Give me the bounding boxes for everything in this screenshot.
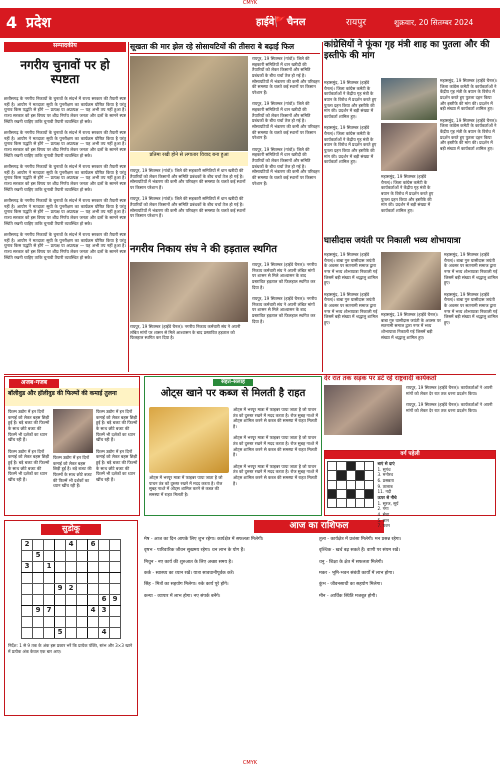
- lead-photo: [130, 56, 248, 151]
- health-body-b: ओट्स में भरपूर मात्रा में फाइबर पाया जाता है जो पाचन तंत्र को दुरुस्त रखने में मदद करता है। रोज सुबह नाश्ते में ओट्स शामिल करने से कब्ज की समस्या में राहत मिलती है। ओट्स में भरपूर मात्रा में फाइबर पाया जाता है जो पाचन तंत्र को दुरुस्त रखने में मदद करता है। रोज सुबह नाश्ते में ओट्स शामिल करने से कब्ज की समस्या में राहत मिलती है। ओट्स में भरपूर मात्रा में फाइबर पाया जाता है जो पाचन तंत्र को दुरुस्त रखने में मदद करता है। रोज सुबह नाश्ते में ओट्स शामिल करने से कब्ज की समस्या में राहत मिलती है।: [233, 407, 318, 486]
- sudoku-cell: [66, 562, 77, 573]
- shobhayatra-headline: घासीदास जयंती पर निकाली भव्य शोभायात्रा: [324, 236, 461, 246]
- issue-date: शुक्रवार, 20 सितम्बर 2024: [394, 17, 474, 27]
- sudoku-cell: 2: [22, 540, 33, 551]
- sudoku-cell: [77, 628, 88, 639]
- sudoku-cell: [110, 540, 121, 551]
- sudoku-cell: 9: [55, 584, 66, 595]
- crossword-row: [328, 489, 374, 498]
- sudoku-cell: [77, 562, 88, 573]
- strike-photo: [130, 262, 248, 322]
- lead-story: [130, 42, 320, 242]
- crossword-down: [377, 501, 451, 529]
- sudoku-cell: [77, 617, 88, 628]
- crossword-clue: 11. नदी: [377, 489, 392, 495]
- health-label: सेहत-सलाह: [213, 379, 253, 386]
- health-body-a: ओट्स में भरपूर मात्रा में फाइबर पाया जाता है जो पाचन तंत्र को दुरुस्त रखने में मदद करता है। रोज सुबह नाश्ते में ओट्स शामिल करने से कब्ज की समस्या में राहत मिलती है।: [149, 475, 223, 498]
- column-rule: [322, 42, 323, 372]
- sudoku-cell: [88, 617, 99, 628]
- lead-headline: सूखता की मार झेल रहे सोसायटियों की तीसरा बे बढ़ाई फिल: [130, 42, 320, 54]
- sudoku-cell: [44, 595, 55, 606]
- horoscope-title: आज का राशिफल: [254, 520, 384, 533]
- sudoku-cell: [99, 540, 110, 551]
- right-story: [324, 40, 498, 232]
- shobhayatra-story: [324, 236, 498, 372]
- sudoku-cell: [22, 617, 33, 628]
- sudoku-cell: [110, 617, 121, 628]
- crossword-cell: [365, 462, 374, 471]
- sudoku-cell: [33, 617, 44, 628]
- sudoku-row: [22, 562, 121, 573]
- sudoku-cell: [66, 551, 77, 562]
- crossword-cell: [365, 471, 374, 480]
- horoscope-sign: मेष - आज का दिन आपके लिए शुभ रहेगा। कार्यक्षेत्र में सफलता मिलेगी।: [144, 537, 264, 542]
- sudoku-cell: [88, 573, 99, 584]
- horoscope-sign: धनु - शिक्षा के क्षेत्र में सफलता मिलेगी।: [319, 559, 384, 565]
- sudoku-cell: [44, 540, 55, 551]
- sudoku-cell: [88, 595, 99, 606]
- sudoku-cell: [110, 551, 121, 562]
- sudoku-cell: 9: [33, 606, 44, 617]
- horoscope-sign: वृषभ - पारिवारिक जीवन सुखमय रहेगा। धन लाभ के योग हैं।: [144, 548, 245, 554]
- sudoku-cell: [44, 584, 55, 595]
- lead-photo-caption: प्रतिमा रखी होने से लगातार विवाद बना हुआ: [130, 152, 248, 166]
- bollywood-body-b: फिल्म उद्योग में इन दिनों कमाई को लेकर बहस छिड़ी हुई है। बड़े बजट की फिल्मों के साथ छोटे बजट की फिल्में भी दर्शकों का ध्यान खींच रही हैं।: [53, 455, 92, 489]
- crossword-cell: [355, 462, 364, 471]
- sudoku-cell: 5: [33, 551, 44, 562]
- crossword-cell: [337, 471, 346, 480]
- sudoku-cell: [44, 551, 55, 562]
- sudoku-cell: 1: [44, 562, 55, 573]
- sudoku-cell: [55, 617, 66, 628]
- sudoku-cell: [110, 584, 121, 595]
- bollywood-photo: [53, 409, 93, 453]
- sudoku-cell: [110, 573, 121, 584]
- crossword-cell: [355, 480, 364, 489]
- print-registration-strip: CMYK: [0, 0, 500, 8]
- crossword-clue: 5. ज्ञान: [377, 517, 389, 523]
- horoscope-sign: मीन - आर्थिक स्थिति मजबूत होगी।: [319, 593, 377, 599]
- sudoku-cell: [88, 551, 99, 562]
- sudoku-cell: [110, 628, 121, 639]
- paper-name: हाईवे🚩चैनल: [256, 17, 306, 29]
- dharna-photo: [324, 385, 402, 435]
- sudoku-cell: [88, 584, 99, 595]
- sudoku-cell: [77, 595, 88, 606]
- crossword-label: वर्ग पहेली: [325, 451, 495, 459]
- sudoku-cell: [22, 606, 33, 617]
- sudoku-cell: [55, 551, 66, 562]
- sudoku-cell: 4: [99, 628, 110, 639]
- sudoku-cell: [33, 562, 44, 573]
- sudoku-cell: 6: [99, 595, 110, 606]
- sudoku-cell: [44, 617, 55, 628]
- right-headline: कांग्रेसियों ने फूंका गृह मंत्री शाह का पुतला और की इस्तीफे की मांग: [324, 40, 490, 62]
- sudoku-cell: [33, 540, 44, 551]
- sudoku-cell: [33, 595, 44, 606]
- sudoku-cell: [44, 628, 55, 639]
- sudoku-cell: [77, 584, 88, 595]
- editorial-label: सम्पादकीय: [4, 42, 126, 52]
- right-photo-mid: [381, 123, 437, 171]
- horoscope-sign: मकर - भूमि-भवन संबंधी कार्यों में लाभ होगा।: [319, 571, 394, 577]
- crossword-cell: [346, 462, 355, 471]
- sudoku-cell: [99, 551, 110, 562]
- horoscope-column: [317, 536, 492, 604]
- sudoku-row: [22, 617, 121, 628]
- bollywood-body-a: फिल्म उद्योग में इन दिनों कमाई को लेकर बहस छिड़ी हुई है। बड़े बजट की फिल्मों के साथ छोटे बजट की फिल्में भी दर्शकों का ध्यान खींच रही हैं। फिल्म उद्योग में इन दिनों कमाई को लेकर बहस छिड़ी हुई है। बड़े बजट की फिल्मों के साथ छोटे बजट की फिल्में भी दर्शकों का ध्यान खींच रही हैं।: [8, 409, 50, 483]
- sudoku-cell: 3: [99, 606, 110, 617]
- sudoku-grid: [21, 539, 121, 639]
- right-photo-top: [381, 78, 437, 120]
- crossword-grid: [327, 461, 374, 508]
- print-registration-strip-bottom: CMYK: [242, 760, 258, 766]
- horoscope-sign: सिंह - मित्रों का सहयोग मिलेगा। रुके कार्य पूरे होंगे।: [144, 582, 229, 588]
- sudoku-box: [4, 520, 138, 716]
- sudoku-cell: [44, 573, 55, 584]
- crossword-clue: 1. सूरज, सूर्य: [377, 500, 399, 506]
- crossword-row: [328, 462, 374, 471]
- crossword-clue: 9. तालाब: [377, 483, 393, 489]
- sudoku-cell: [88, 628, 99, 639]
- column-rule: [128, 42, 129, 372]
- crossword-across: [377, 467, 451, 495]
- crossword-cell: [346, 471, 355, 480]
- sudoku-cell: 3: [22, 562, 33, 573]
- horoscope-sign: मिथुन - नए कार्य की शुरुआत के लिए अच्छा समय है।: [144, 559, 233, 565]
- crossword-clue: 2. गंगा: [377, 506, 389, 512]
- crossword-cell: [346, 489, 355, 498]
- strike-story: [130, 244, 320, 372]
- crossword-cell: [328, 471, 337, 480]
- sudoku-cell: [33, 628, 44, 639]
- crossword-clue: 6. प्रसन्नता: [377, 478, 394, 484]
- crossword-cell: [337, 489, 346, 498]
- crossword-cell: [337, 480, 346, 489]
- crossword-clue: 7. पवन: [377, 523, 390, 529]
- row-rule: [4, 374, 496, 375]
- bollywood-headline: बॉलीवुड और हॉलीवुड की फिल्मों की कमाई तुलना: [5, 388, 139, 406]
- bollywood-body-c: फिल्म उद्योग में इन दिनों कमाई को लेकर बहस छिड़ी हुई है। बड़े बजट की फिल्मों के साथ छोटे बजट की फिल्में भी दर्शकों का ध्यान खींच रही हैं। फिल्म उद्योग में इन दिनों कमाई को लेकर बहस छिड़ी हुई है। बड़े बजट की फिल्मों के साथ छोटे बजट की फिल्में भी दर्शकों का ध्यान खींच रही हैं।: [96, 409, 138, 483]
- dharna-body: रायपुर, 19 सितम्बर (हाईवे चैनल)। कार्यकर्ताओं ने अपनी मांगों को लेकर देर रात तक धरना प्रदर्शन किया। रायपुर, 19 सितम्बर (हाईवे चैनल)। कार्यकर्ताओं ने अपनी मांगों को लेकर देर रात तक धरना प्रदर्शन किया।: [406, 385, 493, 413]
- sudoku-cell: [66, 595, 77, 606]
- sudoku-cell: [55, 540, 66, 551]
- lead-body-side: रायपुर, 19 सितम्बर (गांवो)। जिले की सहकारी समितियों में धान खरीदी की तैयारियों को लेकर किसानों और समिति प्रबंधकों के बीच चर्चा तेज हो गई है। सोसायटियों में भंडारण की कमी और परिवहन की समस्या के चलते कई स्थानों पर किसान परेशान हैं। रायपुर, 19 सितम्बर (गांवो)। जिले की सहकारी समितियों में धान खरीदी की तैयारियों को लेकर किसानों और समिति प्रबंधकों के बीच चर्चा तेज हो गई है। सोसायटियों में भंडारण की कमी और परिवहन की समस्या के चलते कई स्थानों पर किसान परेशान हैं। रायपुर, 19 सितम्बर (गांवो)। जिले की सहकारी समितियों में धान खरीदी की तैयारियों को लेकर किसानों और समिति प्रबंधकों के बीच चर्चा तेज हो गई है। सोसायटियों में भंडारण की कमी और परिवहन की समस्या के चलते कई स्थानों पर किसान परेशान हैं।: [252, 56, 320, 186]
- sudoku-cell: [99, 562, 110, 573]
- horoscope-sign: कन्या - व्यापार में लाभ होगा। नए संपर्क बनेंगे।: [144, 593, 221, 599]
- bollywood-box: [4, 376, 140, 516]
- sudoku-cell: [66, 628, 77, 639]
- crossword-clue: 4. सेवा: [377, 512, 390, 518]
- crossword-cell: [328, 499, 337, 508]
- sudoku-cell: [66, 606, 77, 617]
- crossword-cell: [355, 499, 364, 508]
- horoscope-column: [142, 536, 317, 604]
- crossword-clues: [377, 461, 451, 529]
- sudoku-cell: [77, 540, 88, 551]
- sudoku-cell: [22, 551, 33, 562]
- sudoku-row: [22, 606, 121, 617]
- editorial-body: छत्तीसगढ़ के नगरीय निकायों के चुनावों के संदर्भ में राज्य सरकार की तैयारी स्पष्ट नहीं है। आयोग ने मतदाता सूची के पुनरीक्षण का कार्यक्रम घोषित किया है परंतु चुनाव किस पद्धति से होंगे — प्रत्यक्ष या अप्रत्यक्ष — यह अभी तय नहीं हुआ है। राज्य सरकार को इस विषय पर शीघ्र निर्णय लेकर जनता और दलों के सामने स्पष्ट स्थिति रखनी चाहिए ताकि चुनावी तैयारी व्यवस्थित हो सके। छत्तीसगढ़ के नगरीय निकायों के चुनावों के संदर्भ में राज्य सरकार की तैयारी स्पष्ट नहीं है। आयोग ने मतदाता सूची के पुनरीक्षण का कार्यक्रम घोषित किया है परंतु चुनाव किस पद्धति से होंगे — प्रत्यक्ष या अप्रत्यक्ष — यह अभी तय नहीं हुआ है। राज्य सरकार को इस विषय पर शीघ्र निर्णय लेकर जनता और दलों के सामने स्पष्ट स्थिति रखनी चाहिए ताकि चुनावी तैयारी व्यवस्थित हो सके। छत्तीसगढ़ के नगरीय निकायों के चुनावों के संदर्भ में राज्य सरकार की तैयारी स्पष्ट नहीं है। आयोग ने मतदाता सूची के पुनरीक्षण का कार्यक्रम घोषित किया है परंतु चुनाव किस पद्धति से होंगे — प्रत्यक्ष या अप्रत्यक्ष — यह अभी तय नहीं हुआ है। राज्य सरकार को इस विषय पर शीघ्र निर्णय लेकर जनता और दलों के सामने स्पष्ट स्थिति रखनी चाहिए ताकि चुनावी तैयारी व्यवस्थित हो सके। छत्तीसगढ़ के नगरीय निकायों के चुनावों के संदर्भ में राज्य सरकार की तैयारी स्पष्ट नहीं है। आयोग ने मतदाता सूची के पुनरीक्षण का कार्यक्रम घोषित किया है परंतु चुनाव किस पद्धति से होंगे — प्रत्यक्ष या अप्रत्यक्ष — यह अभी तय नहीं हुआ है। राज्य सरकार को इस विषय पर शीघ्र निर्णय लेकर जनता और दलों के सामने स्पष्ट स्थिति रखनी चाहिए ताकि चुनावी तैयारी व्यवस्थित हो सके। छत्तीसगढ़ के नगरीय निकायों के चुनावों के संदर्भ में राज्य सरकार की तैयारी स्पष्ट नहीं है। आयोग ने मतदाता सूची के पुनरीक्षण का कार्यक्रम घोषित किया है परंतु चुनाव किस पद्धति से होंगे — प्रत्यक्ष या अप्रत्यक्ष — यह अभी तय नहीं हुआ है। राज्य सरकार को इस विषय पर शीघ्र निर्णय लेकर जनता और दलों के सामने स्पष्ट स्थिति रखनी चाहिए ताकि चुनावी तैयारी व्यवस्थित हो सके।: [4, 96, 126, 260]
- crossword-cell: [346, 480, 355, 489]
- dharna-story: [324, 374, 498, 448]
- strike-body-side: रायपुर, 19 सितम्बर (हाईवे चैनल)। नगरीय निकाय कर्मचारी संघ ने अपनी लंबित मांगों पर शासन से मिले आश्वासन के बाद प्रस्तावित हड़ताल को फिलहाल स्थगित कर दिया है। रायपुर, 19 सितम्बर (हाईवे चैनल)। नगरीय निकाय कर्मचारी संघ ने अपनी लंबित मांगों पर शासन से मिले आश्वासन के बाद प्रस्तावित हड़ताल को फिलहाल स्थगित कर दिया है।: [252, 262, 317, 324]
- horoscope-sign: तुला - कार्यक्षेत्र में प्रशंसा मिलेगी। मन प्रसन्न रहेगा।: [319, 537, 402, 542]
- sudoku-cell: [66, 617, 77, 628]
- crossword-across-title: बाएं से दाएं: [377, 461, 395, 466]
- sudoku-cell: 4: [66, 540, 77, 551]
- right-body-a: महासमुंद, 19 सितम्बर (हाईवे चैनल)। जिला कांग्रेस कमेटी के कार्यकर्ताओं ने केंद्रीय गृह मंत्री के बयान के विरोध में प्रदर्शन करते हुए पुतला दहन किया और इस्तीफे की मांग की। प्रदर्शन में बड़ी संख्या में कार्यकर्ता शामिल हुए। महासमुंद, 19 सितम्बर (हाईवे चैनल)। जिला कांग्रेस कमेटी के कार्यकर्ताओं ने केंद्रीय गृह मंत्री के बयान के विरोध में प्रदर्शन करते हुए पुतला दहन किया और इस्तीफे की मांग की। प्रदर्शन में बड़ी संख्या में कार्यकर्ता शामिल हुए।: [324, 80, 377, 165]
- crossword-cell: [355, 471, 364, 480]
- sudoku-cell: 2: [66, 584, 77, 595]
- strike-body: रायपुर, 19 सितम्बर (हाईवे चैनल)। नगरीय निकाय कर्मचारी संघ ने अपनी लंबित मांगों पर शासन से मिले आश्वासन के बाद प्रस्तावित हड़ताल को फिलहाल स्थगित कर दिया है।: [130, 324, 241, 341]
- city-name: रायपुर: [346, 17, 367, 28]
- crossword-cell: [365, 480, 374, 489]
- crossword-box: [324, 450, 496, 529]
- shobhayatra-body-b: महासमुंद, 19 सितम्बर (हाईवे चैनल)। बाबा गुरु घासीदास जयंती के अवसर पर सतनामी समाज द्वारा नगर में भव्य शोभायात्रा निकाली गई जिसमें बड़ी संख्या में श्रद्धालु शामिल हुए।: [381, 312, 441, 340]
- right-body-c: महासमुंद, 19 सितम्बर (हाईवे चैनल)। जिला कांग्रेस कमेटी के कार्यकर्ताओं ने केंद्रीय गृह मंत्री के बयान के विरोध में प्रदर्शन करते हुए पुतला दहन किया और इस्तीफे की मांग की। प्रदर्शन में बड़ी संख्या में कार्यकर्ता शामिल हुए। महासमुंद, 19 सितम्बर (हाईवे चैनल)। जिला कांग्रेस कमेटी के कार्यकर्ताओं ने केंद्रीय गृह मंत्री के बयान के विरोध में प्रदर्शन करते हुए पुतला दहन किया और इस्तीफे की मांग की। प्रदर्शन में बड़ी संख्या में कार्यकर्ता शामिल हुए।: [440, 78, 498, 152]
- sudoku-row: [22, 573, 121, 584]
- sudoku-cell: [77, 573, 88, 584]
- sudoku-cell: [110, 562, 121, 573]
- sudoku-cell: [33, 584, 44, 595]
- editorial-headline: नगरीय चुनावों पर हो स्पष्टता: [20, 58, 110, 87]
- crossword-cell: [328, 489, 337, 498]
- bollywood-label: अजब-गजब: [9, 379, 59, 388]
- crossword-cell: [337, 499, 346, 508]
- sudoku-cell: 6: [88, 540, 99, 551]
- horoscope-box: [142, 517, 496, 716]
- health-photo: [149, 407, 229, 473]
- horoscope-sign: कुंभ - जीवनसाथी का सहयोग मिलेगा।: [319, 582, 383, 588]
- sudoku-cell: [55, 573, 66, 584]
- sudoku-row: [22, 628, 121, 639]
- horoscope-sign: वृश्चिक - खर्च बढ़ सकते हैं। वाणी पर संयम रखें।: [319, 548, 400, 554]
- strike-headline: नगरीय निकाय संघ ने की हड़ताल स्थगित: [130, 244, 277, 255]
- crossword-cell: [355, 489, 364, 498]
- crossword-cell: [365, 489, 374, 498]
- sudoku-cell: [22, 628, 33, 639]
- health-headline: ओट्स खाने पर कब्ज से मिलती है राहत: [160, 388, 306, 400]
- right-body-b: महासमुंद, 19 सितम्बर (हाईवे चैनल)। जिला कांग्रेस कमेटी के कार्यकर्ताओं ने केंद्रीय गृह मंत्री के बयान के विरोध में प्रदर्शन करते हुए पुतला दहन किया और इस्तीफे की मांग की। प्रदर्शन में बड़ी संख्या में कार्यकर्ता शामिल हुए।: [381, 174, 434, 214]
- crossword-clue: 1. सुगंध: [377, 466, 391, 472]
- sudoku-row: [22, 551, 121, 562]
- sudoku-cell: [88, 562, 99, 573]
- sudoku-instructions: निर्देश: 1 से 9 तक के अंक इस प्रकार भरें कि प्रत्येक पंक्ति, स्तंभ और 3×3 खाने में प्रत्येक अंक केवल एक बार आए।: [8, 643, 133, 654]
- crossword-cell: [337, 462, 346, 471]
- shobhayatra-body-c: महासमुंद, 19 सितम्बर (हाईवे चैनल)। बाबा गुरु घासीदास जयंती के अवसर पर सतनामी समाज द्वारा नगर में भव्य शोभायात्रा निकाली गई जिसमें बड़ी संख्या में श्रद्धालु शामिल हुए। महासमुंद, 19 सितम्बर (हाईवे चैनल)। बाबा गुरु घासीदास जयंती के अवसर पर सतनामी समाज द्वारा नगर में भव्य शोभायात्रा निकाली गई जिसमें बड़ी संख्या में श्रद्धालु शामिल हुए।: [444, 252, 498, 326]
- sudoku-cell: [22, 584, 33, 595]
- sudoku-row: [22, 584, 121, 595]
- sudoku-cell: [99, 617, 110, 628]
- horoscope-sign: कर्क - स्वास्थ्य का ध्यान रखें। यात्रा सावधानीपूर्वक करें।: [144, 571, 235, 577]
- crossword-clue: 3. मनोरथ: [377, 472, 394, 478]
- lead-body: रायपुर, 19 सितम्बर (गांवो)। जिले की सहकारी समितियों में धान खरीदी की तैयारियों को लेकर किसानों और समिति प्रबंधकों के बीच चर्चा तेज हो गई है। सोसायटियों में भंडारण की कमी और परिवहन की समस्या के चलते कई स्थानों पर किसान परेशान हैं। रायपुर, 19 सितम्बर (गांवो)। जिले की सहकारी समितियों में धान खरीदी की तैयारियों को लेकर किसानों और समिति प्रबंधकों के बीच चर्चा तेज हो गई है। सोसायटियों में भंडारण की कमी और परिवहन की समस्या के चलते कई स्थानों पर किसान परेशान हैं।: [130, 168, 246, 219]
- sudoku-label: सुडोकू: [41, 524, 101, 535]
- sudoku-cell: [110, 606, 121, 617]
- sudoku-cell: 5: [55, 628, 66, 639]
- sudoku-cell: [66, 573, 77, 584]
- crossword-row: [328, 480, 374, 489]
- dharna-headline: देर रात तक सड़क पर डटे रहे राष्ट्रवादी कार्यकर्ता: [324, 374, 437, 382]
- sudoku-cell: 9: [110, 595, 121, 606]
- sudoku-cell: [55, 606, 66, 617]
- crossword-down-title: ऊपर से नीचे: [377, 495, 397, 501]
- crossword-row: [328, 499, 374, 508]
- sudoku-cell: [55, 562, 66, 573]
- sudoku-cell: [22, 573, 33, 584]
- sudoku-cell: [22, 595, 33, 606]
- sudoku-cell: [55, 595, 66, 606]
- crossword-cell: [346, 499, 355, 508]
- health-box: [144, 376, 322, 516]
- shobhayatra-body-a: महासमुंद, 19 सितम्बर (हाईवे चैनल)। बाबा गुरु घासीदास जयंती के अवसर पर सतनामी समाज द्वारा नगर में भव्य शोभायात्रा निकाली गई जिसमें बड़ी संख्या में श्रद्धालु शामिल हुए। महासमुंद, 19 सितम्बर (हाईवे चैनल)। बाबा गुरु घासीदास जयंती के अवसर पर सतनामी समाज द्वारा नगर में भव्य शोभायात्रा निकाली गई जिसमें बड़ी संख्या में श्रद्धालु शामिल हुए।: [324, 252, 378, 326]
- page-number: 4: [6, 13, 18, 33]
- crossword-cell: [328, 480, 337, 489]
- sudoku-cell: [99, 584, 110, 595]
- sudoku-cell: 7: [44, 606, 55, 617]
- sudoku-row: [22, 595, 121, 606]
- sudoku-cell: [77, 551, 88, 562]
- sudoku-cell: 4: [88, 606, 99, 617]
- sudoku-cell: [77, 606, 88, 617]
- sudoku-cell: [99, 573, 110, 584]
- shobhayatra-photo: [381, 252, 441, 310]
- section-title: प्रदेश: [26, 14, 51, 31]
- crossword-row: [328, 471, 374, 480]
- sudoku-row: [22, 540, 121, 551]
- masthead: [0, 8, 500, 38]
- sudoku-cell: [33, 573, 44, 584]
- editorial-column: [4, 42, 126, 358]
- crossword-cell: [328, 462, 337, 471]
- crossword-cell: [365, 499, 374, 508]
